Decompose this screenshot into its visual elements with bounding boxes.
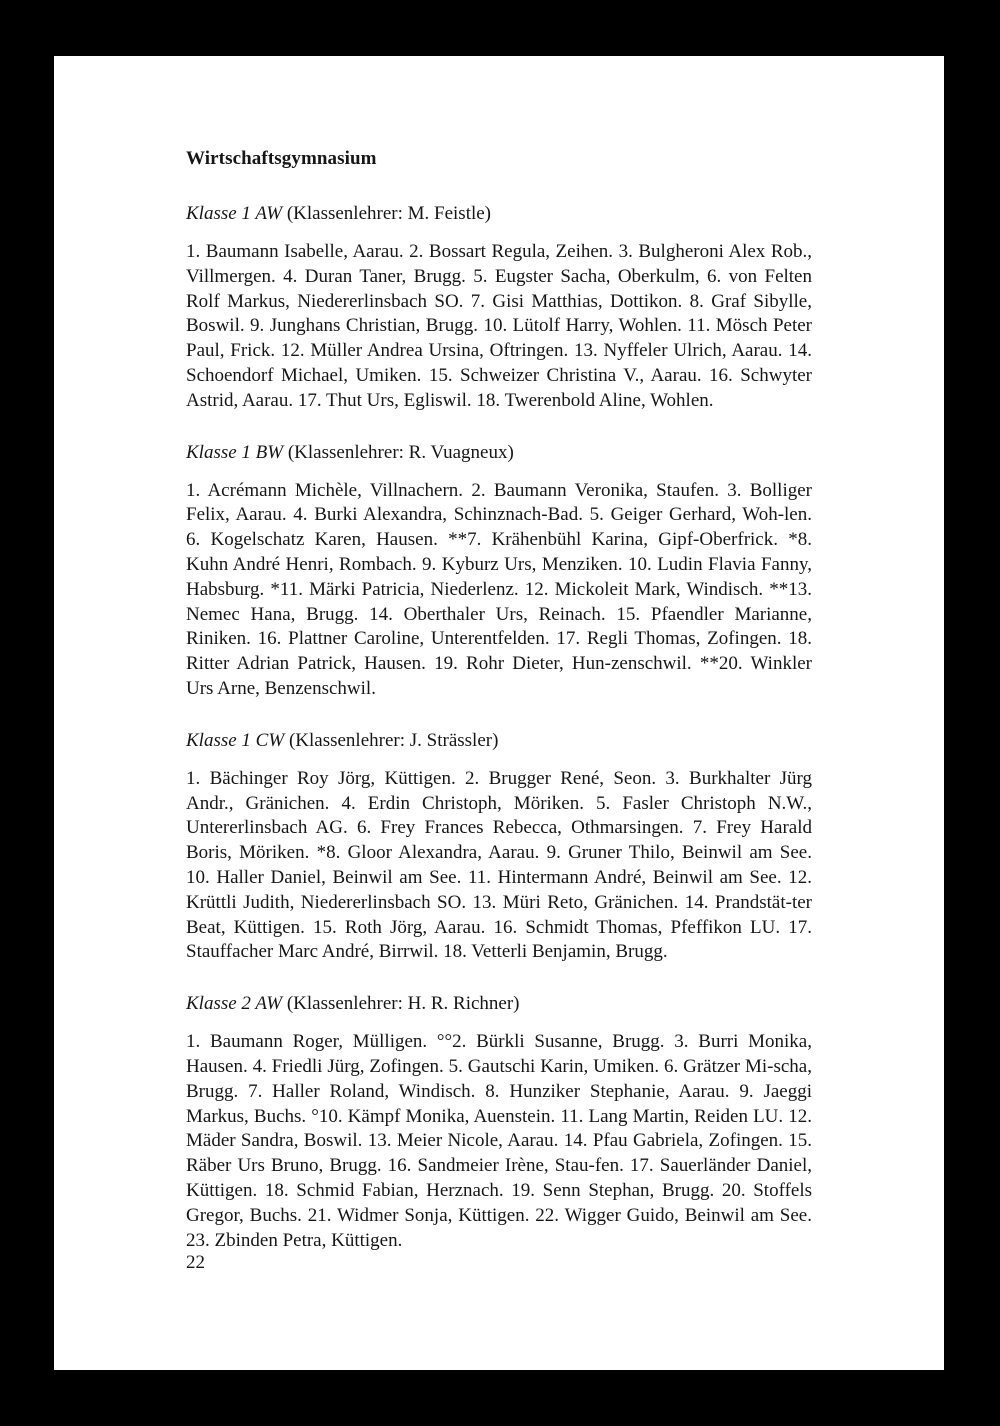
class-title [186,200,812,228]
class-section-1cw [186,727,812,965]
class-teacher: (Klassenlehrer: J. Strässler) [288,729,499,751]
class-name: Klasse 2 AW [186,993,283,1015]
class-teacher: (Klassenlehrer: R. Vuagneux) [287,441,514,463]
page-number: 22 [186,1252,205,1273]
class-student-list: 1. Baumann Isabelle, Aarau. 2. Bossart Regula, Zeihen. 3. Bulgheroni Alex Rob., Villmergen. 4. Duran Taner, Brugg. 5. Eugster Sacha, Oberkulm, 6. von Felten Rolf Markus, Niedererlinsbach SO. 7. Gisi Matthias, Dottikon. 8. Graf Sibylle, Boswil. 9. Junghans Christian, Brugg. 10. Lütolf Harry, Wohlen. 11. Mösch Peter Paul, Frick. 12. Müller Andrea Ursina, Oftringen. 13. Nyffeler Ulrich, Aarau. 14. Schoendorf Michael, Umiken. 15. Schweizer Christina V., Aarau. 16. Schwyter Astrid, Aarau. 17. Thut Urs, Egliswil. 18. Twerenbold Aline, Wohlen. [186,241,812,411]
class-name: Klasse 1 AW [186,203,283,224]
class-section-1aw [186,200,812,414]
class-student-list: 1. Baumann Roger, Mülligen. °°2. Bürkli Susanne, Brugg. 3. Burri Monika, Hausen. 4. Friedli Jürg, Zofingen. 5. Gautschi Karin, Umiken. 6. Grätzer Mi-scha, Brugg. 7. Haller Roland, Windisch. 8. Hunziker Stephanie, Aarau. 9. Jaeggi Markus, Buchs. °10. Kämpf Monika, Auenstein. 11. Lang Martin, Reiden LU. 12. Mäder Sandra, Boswil. 13. Meier Nicole, Aarau. 14. Pfau Gabriela, Zofingen. 15. Räber Urs Bruno, Brugg. 16. Sandmeier Irène, Stau-fen. 17. Sauerländer Daniel, Küttigen. 18. Schmid Fabian, Herznach. 19. Senn Stephan, Brugg. 20. Stoffels Gregor, Buchs. 21. Widmer Sonja, Küttigen. 22. Wigger Guido, Beinwil am See. 23. Zbinden Petra, Küttigen. [186,1031,812,1251]
class-name: Klasse 1 BW [186,441,284,463]
class-name: Klasse 1 CW [186,729,285,751]
class-section-1bw [186,439,812,702]
class-section-2aw [186,990,812,1253]
class-student-list: 1. Bächinger Roy Jörg, Küttigen. 2. Brugger René, Seon. 3. Burkhalter Jürg Andr., Gränichen. 4. Erdin Christoph, Möriken. 5. Fasler Christoph N.W., Untererlinsbach AG. 6. Frey Frances Rebecca, Othmarsingen. 7. Frey Harald Boris, Möriken. *8. Gloor Alexandra, Aarau. 9. Gruner Thilo, Beinwil am See. 10. Haller Daniel, Beinwil am See. 11. Hintermann André, Beinwil am See. 12. Krüttli Judith, Niedererlinsbach SO. 13. Müri Reto, Gränichen. 14. Prandstät-ter Beat, Küttigen. 15. Roth Jörg, Aarau. 16. Schmidt Thomas, Pfeffikon LU. 17. Stauffacher Marc André, Birrwil. 18. Vetterli Benjamin, Brugg. [186,767,812,963]
class-title [186,727,812,755]
document-page [54,56,944,1370]
class-student-list: 1. Acrémann Michèle, Villnachern. 2. Baumann Veronika, Staufen. 3. Bolliger Felix, Aarau. 4. Burki Alexandra, Schinznach-Bad. 5. Geiger Gerhard, Woh-len. 6. Kogelschatz Karen, Hausen. **7. Krähenbühl Karina, Gipf-Oberfrick. *8. Kuhn André Henri, Rombach. 9. Kyburz Urs, Menziken. 10. Ludin Flavia Fanny, Habsburg. *11. Märki Patricia, Niederlenz. 12. Mickoleit Mark, Windisch. **13. Nemec Hana, Brugg. 14. Oberthaler Urs, Reinach. 15. Pfaendler Marianne, Riniken. 16. Plattner Caroline, Unterentfelden. 17. Regli Thomas, Zofingen. 18. Ritter Adrian Patrick, Hausen. 19. Rohr Dieter, Hun-zenschwil. **20. Winkler Urs Arne, Benzenschwil. [186,479,812,699]
class-title [186,439,812,467]
section-heading: Wirtschaftsgymnasium [186,148,377,169]
class-teacher: (Klassenlehrer: M. Feistle) [286,203,492,224]
class-teacher: (Klassenlehrer: H. R. Richner) [286,993,520,1015]
page-content [186,148,812,1278]
class-title [186,990,812,1018]
